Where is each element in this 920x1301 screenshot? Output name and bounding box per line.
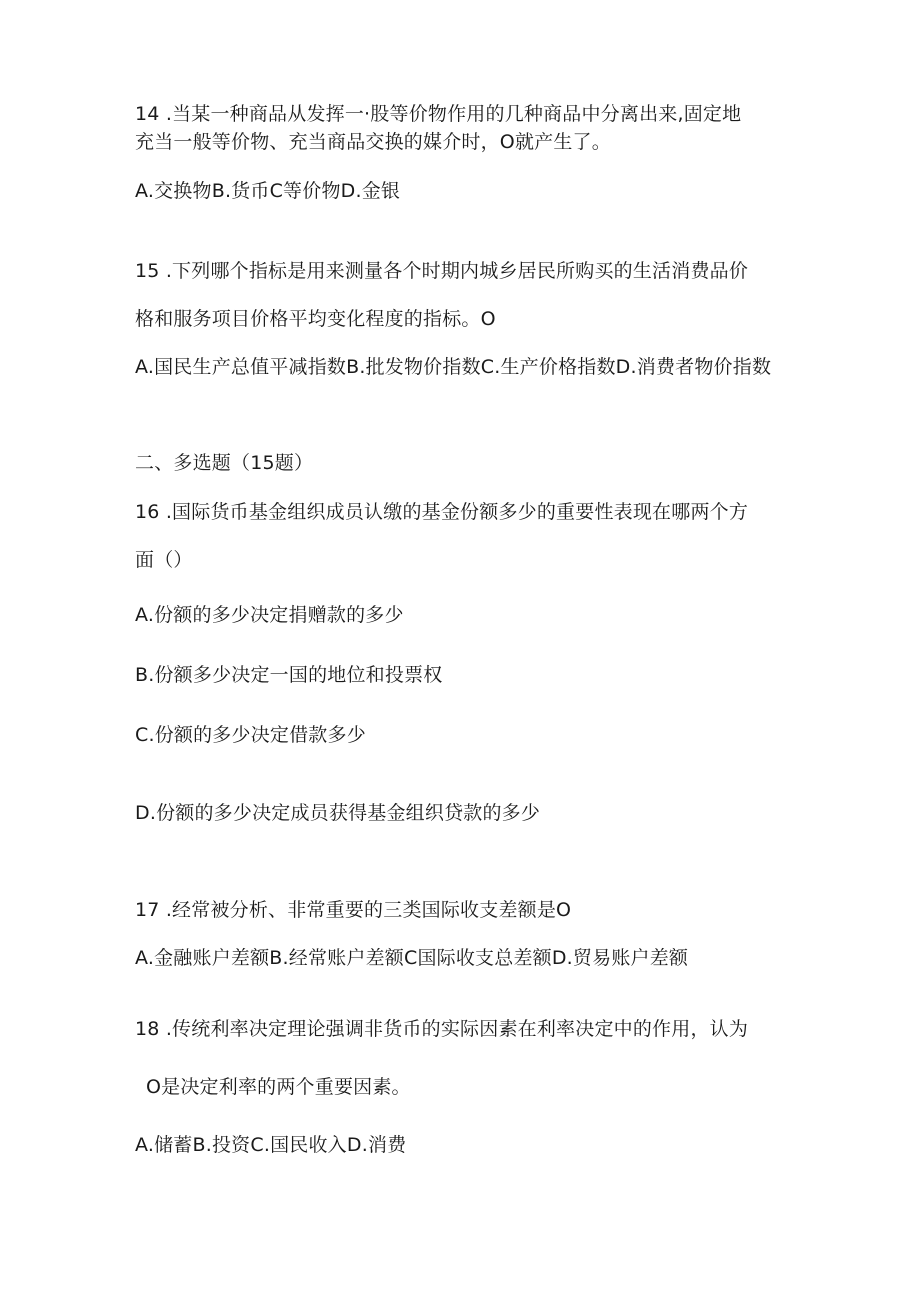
- q15-line1: 15 .下列哪个指标是用来测量各个时期内城乡居民所购买的生活消费品价: [135, 260, 749, 282]
- q15-options: A.国民生产总值平减指数B.批发物价指数C.生产价格指数D.消费者物价指数: [135, 356, 772, 378]
- q18-options: A.储蓄B.投资C.国民收入D.消费: [135, 1134, 407, 1156]
- section-heading: 二、多选题（15题）: [135, 452, 314, 474]
- q16-option-b: B.份额多少决定一国的地位和投票权: [135, 664, 443, 686]
- q16-option-c: C.份额的多少决定借款多少: [135, 724, 366, 746]
- q16-option-a: A.份额的多少决定捐赠款的多少: [135, 604, 404, 626]
- q18-line2: O是决定利率的两个重要因素。: [146, 1076, 411, 1098]
- q18-line1: 18 .传统利率决定理论强调非货币的实际因素在利率决定中的作用，认为: [135, 1018, 749, 1040]
- q14-options: A.交换物B.货币C等价物D.金银: [135, 180, 401, 202]
- q17-options: A.金融账户差额B.经常账户差额C国际收支总差额D.贸易账户差额: [135, 947, 689, 969]
- q14-line1: 14 .当某一种商品从发挥一·股等价物作用的几种商品中分离出来,固定地: [135, 103, 742, 125]
- q15-line2: 格和服务项目价格平均变化程度的指标。O: [135, 308, 496, 330]
- q16-option-d: D.份额的多少决定成员获得基金组织贷款的多少: [135, 802, 541, 824]
- q14-line2: 充当一般等价物、充当商品交换的媒介时，O就产生了。: [135, 131, 611, 153]
- q17-line1: 17 .经常被分析、非常重要的三类国际收支差额是O: [135, 899, 572, 921]
- q16-line2: 面（）: [135, 549, 193, 571]
- q16-line1: 16 .国际货币基金组织成员认缴的基金份额多少的重要性表现在哪两个方: [135, 501, 749, 523]
